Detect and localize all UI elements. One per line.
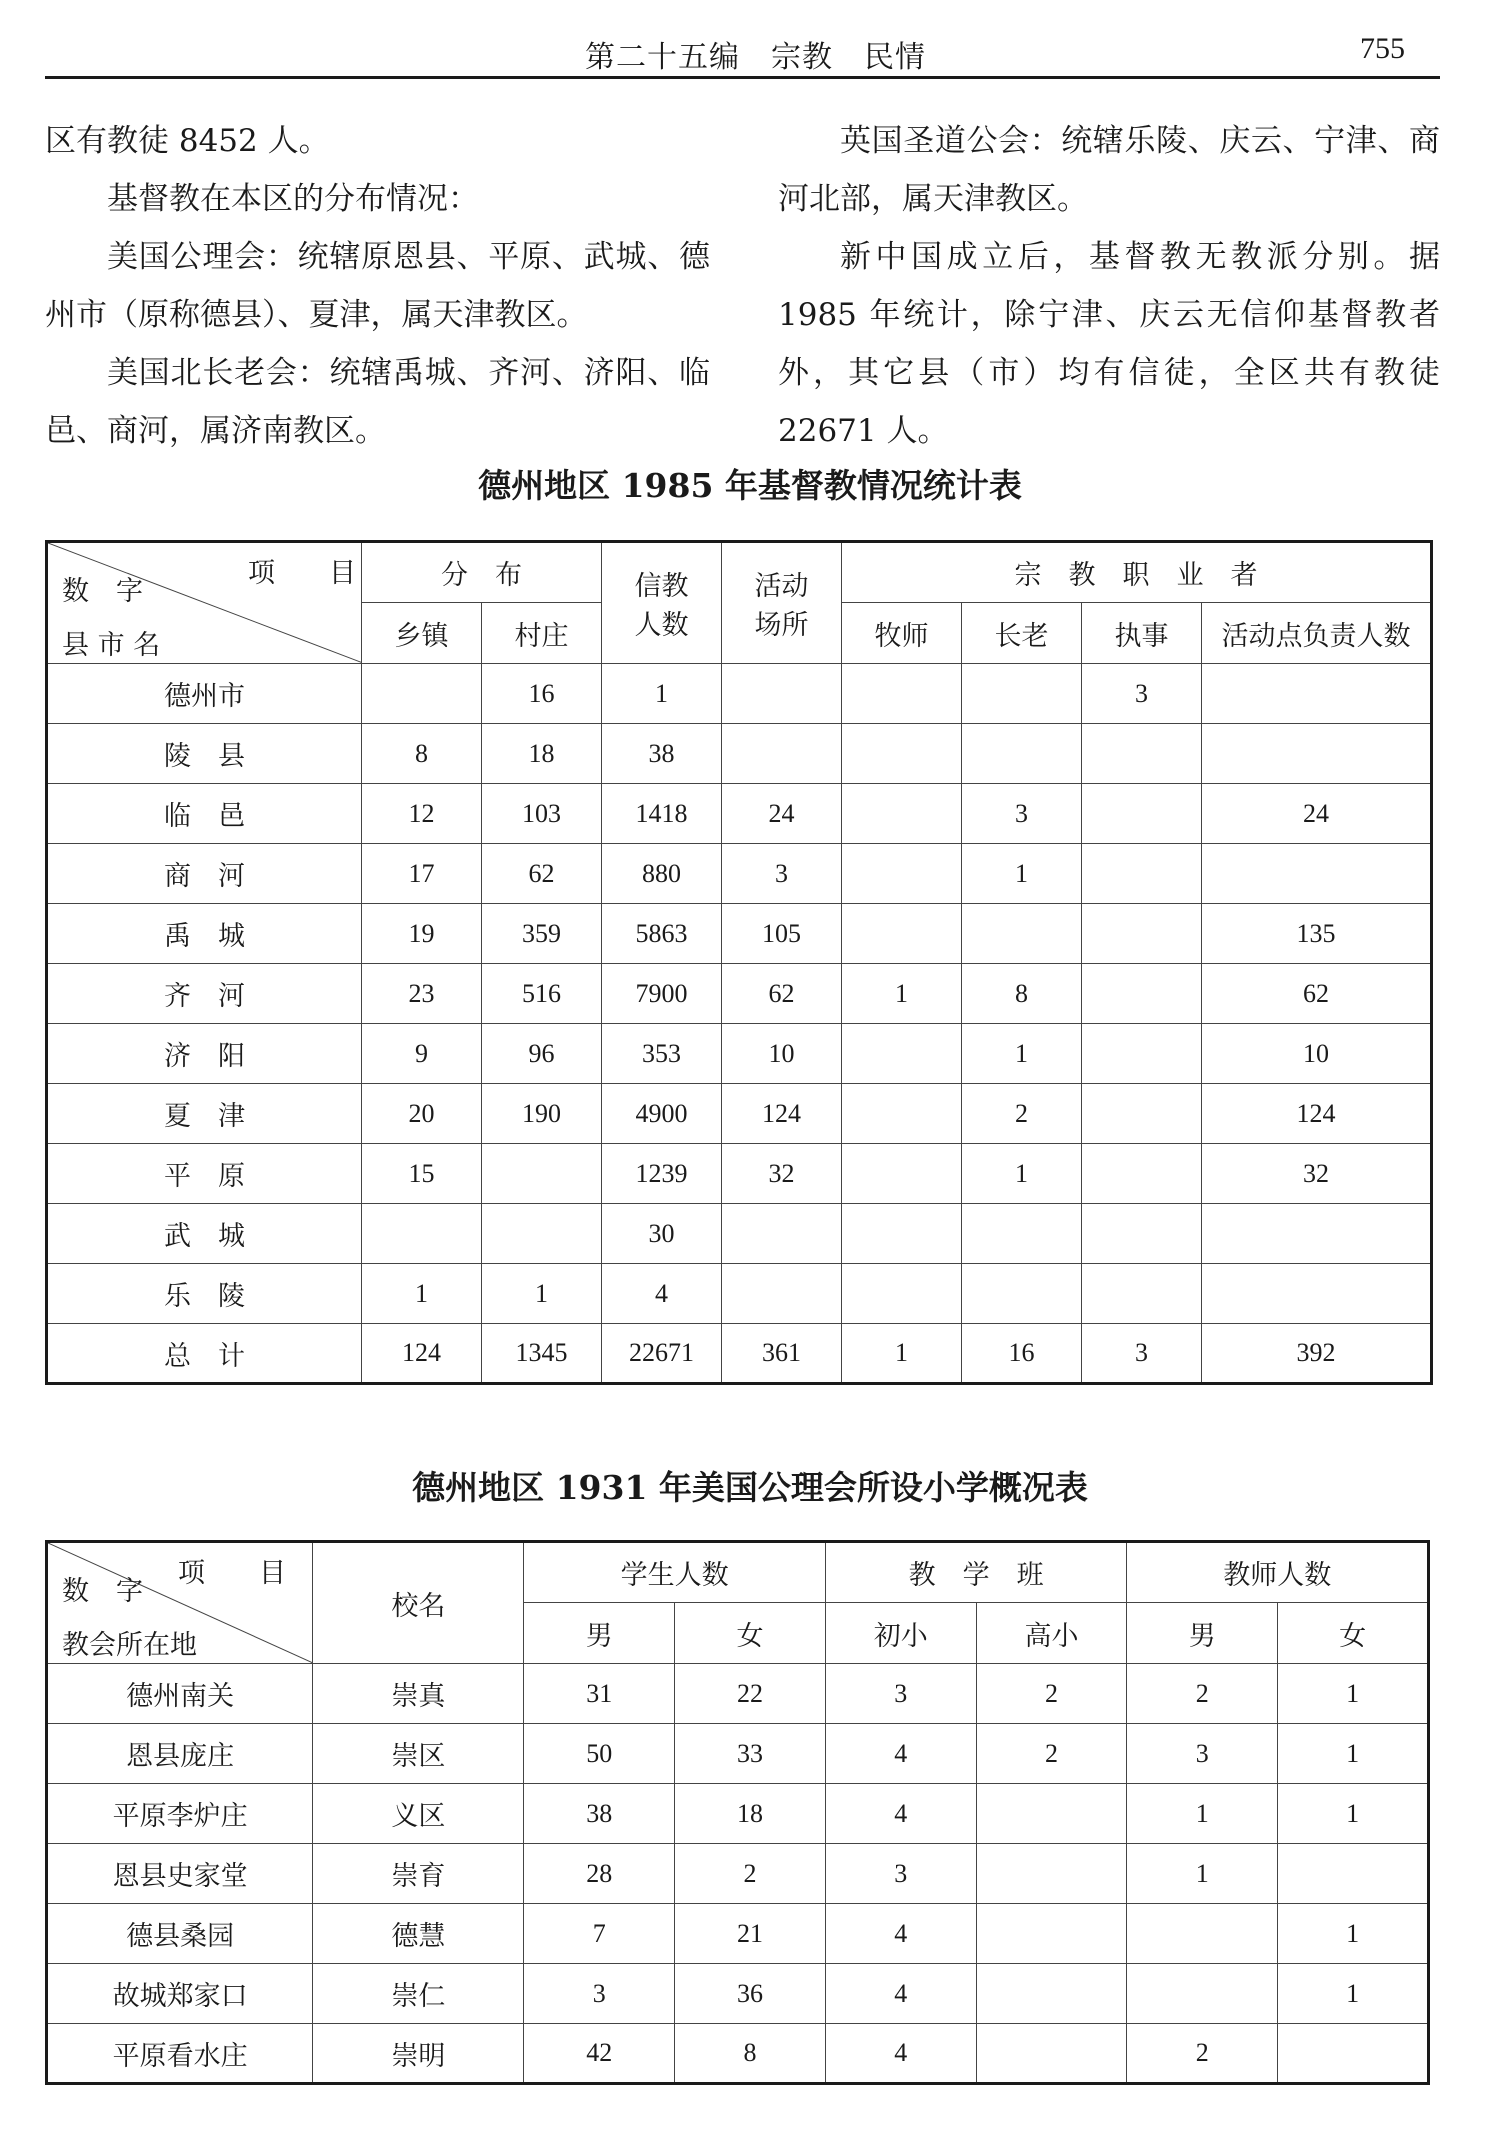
believers-cell: 4900: [602, 1084, 722, 1144]
believers-cell: 353: [602, 1024, 722, 1084]
students-female-cell: 2: [675, 1844, 826, 1904]
students-male-cell: 28: [524, 1844, 675, 1904]
header-rule: [45, 76, 1440, 79]
header-school-name: 校名: [313, 1542, 524, 1664]
table-row: [47, 1724, 1429, 1784]
pastor-cell: [842, 664, 962, 724]
upper-primary-cell: [976, 1964, 1127, 2024]
elder-cell: [962, 664, 1082, 724]
table2-caption: 德州地区 1931 年美国公理会所设小学概况表: [412, 1468, 1088, 1507]
location-cell: 恩县庞庄: [47, 1724, 313, 1784]
pastor-cell: [842, 1204, 962, 1264]
upper-primary-cell: [976, 2024, 1127, 2084]
believers-cell: 7900: [602, 964, 722, 1024]
pastor-cell: [842, 1264, 962, 1324]
corner-number-label: 数 字: [62, 576, 143, 607]
header-deacon: 执事: [1082, 603, 1202, 664]
county-name-cell: 商 河: [47, 844, 362, 904]
students-male-cell: 3: [524, 1964, 675, 2024]
elder-cell: [962, 1204, 1082, 1264]
students-male-cell: 7: [524, 1904, 675, 1964]
deacon-cell: [1082, 1084, 1202, 1144]
village-cell: 18: [482, 724, 602, 784]
page-header: [45, 28, 1440, 80]
township-cell: 12: [362, 784, 482, 844]
county-name-cell: 德州市: [47, 664, 362, 724]
township-cell: 124: [362, 1324, 482, 1384]
school-name-cell: 崇区: [313, 1724, 524, 1784]
table-row: [47, 1084, 1432, 1144]
group-distribution: 分 布: [362, 542, 602, 603]
elder-cell: 1: [962, 844, 1082, 904]
table-row: [47, 904, 1432, 964]
header-leaders: 活动点负责人数: [1202, 603, 1432, 664]
location-cell: 平原看水庄: [47, 2024, 313, 2084]
believers-cell: 22671: [602, 1324, 722, 1384]
believers-cell: 30: [602, 1204, 722, 1264]
village-cell: 359: [482, 904, 602, 964]
venues-cell: 62: [722, 964, 842, 1024]
header-lower-primary: 初小: [825, 1603, 976, 1664]
township-cell: [362, 664, 482, 724]
header-students-male: 男: [524, 1603, 675, 1664]
pastor-cell: [842, 904, 962, 964]
pastor-cell: [842, 1024, 962, 1084]
deacon-cell: [1082, 724, 1202, 784]
deacon-cell: [1082, 784, 1202, 844]
township-cell: 23: [362, 964, 482, 1024]
teachers-male-cell: [1127, 1904, 1278, 1964]
village-cell: 516: [482, 964, 602, 1024]
paragraph: 美国公理会：统辖原恩县、平原、武城、德州市（原称德县）、夏津，属天津教区。: [45, 239, 710, 333]
corner-number-label: 数 字: [62, 1576, 143, 1607]
deacon-cell: [1082, 844, 1202, 904]
students-female-cell: 21: [675, 1904, 826, 1964]
elder-cell: [962, 1264, 1082, 1324]
county-name-cell: 临 邑: [47, 784, 362, 844]
elder-cell: 1: [962, 1024, 1082, 1084]
village-cell: 190: [482, 1084, 602, 1144]
leaders-cell: 32: [1202, 1144, 1432, 1204]
deacon-cell: [1082, 964, 1202, 1024]
deacon-cell: [1082, 1024, 1202, 1084]
elder-cell: 16: [962, 1324, 1082, 1384]
venues-cell: 124: [722, 1084, 842, 1144]
teachers-male-cell: 2: [1127, 2024, 1278, 2084]
header-venues: 活动场所: [722, 542, 842, 664]
table-row: [47, 1664, 1429, 1724]
elder-cell: [962, 724, 1082, 784]
pastor-cell: [842, 784, 962, 844]
table-row: [47, 1024, 1432, 1084]
header-pastor: 牧师: [842, 603, 962, 664]
running-title: 第二十五编 宗教 民情: [585, 40, 926, 75]
leaders-cell: [1202, 844, 1432, 904]
pastor-cell: [842, 1144, 962, 1204]
group-students: 学生人数: [524, 1542, 826, 1603]
teachers-male-cell: 2: [1127, 1664, 1278, 1724]
corner-item-label: 项 目: [248, 558, 356, 589]
location-cell: 平原李炉庄: [47, 1784, 313, 1844]
upper-primary-cell: [976, 1844, 1127, 1904]
christianity-stats-table: [45, 540, 1433, 1385]
header-township: 乡镇: [362, 603, 482, 664]
township-cell: 1: [362, 1264, 482, 1324]
teachers-female-cell: 1: [1278, 1724, 1429, 1784]
elder-cell: 8: [962, 964, 1082, 1024]
school-name-cell: 崇育: [313, 1844, 524, 1904]
teachers-female-cell: [1278, 2024, 1429, 2084]
group-classes: 教 学 班: [825, 1542, 1127, 1603]
elder-cell: 1: [962, 1144, 1082, 1204]
village-cell: 62: [482, 844, 602, 904]
deacon-cell: [1082, 904, 1202, 964]
leaders-cell: [1202, 1264, 1432, 1324]
teachers-male-cell: [1127, 1964, 1278, 2024]
page-number: 755: [1360, 32, 1405, 65]
students-female-cell: 8: [675, 2024, 826, 2084]
students-male-cell: 50: [524, 1724, 675, 1784]
pastor-cell: [842, 724, 962, 784]
location-cell: 德州南关: [47, 1664, 313, 1724]
header-teachers-male: 男: [1127, 1603, 1278, 1664]
location-cell: 德县桑园: [47, 1904, 313, 1964]
township-cell: 20: [362, 1084, 482, 1144]
village-cell: 103: [482, 784, 602, 844]
leaders-cell: 124: [1202, 1084, 1432, 1144]
paragraph: 基督教在本区的分布情况：: [107, 181, 479, 217]
county-name-cell: 禹 城: [47, 904, 362, 964]
header-village: 村庄: [482, 603, 602, 664]
table-row: [47, 784, 1432, 844]
table-row: [47, 1324, 1432, 1384]
students-female-cell: 36: [675, 1964, 826, 2024]
pastor-cell: [842, 844, 962, 904]
location-cell: 恩县史家堂: [47, 1844, 313, 1904]
table-row: [47, 844, 1432, 904]
village-cell: [482, 1204, 602, 1264]
township-cell: 15: [362, 1144, 482, 1204]
village-cell: 1345: [482, 1324, 602, 1384]
deacon-cell: [1082, 1204, 1202, 1264]
upper-primary-cell: [976, 1904, 1127, 1964]
township-cell: 17: [362, 844, 482, 904]
table-row: [47, 1264, 1432, 1324]
corner-header: [47, 1542, 313, 1664]
village-cell: 96: [482, 1024, 602, 1084]
venues-cell: 105: [722, 904, 842, 964]
elder-cell: 3: [962, 784, 1082, 844]
table-row: [47, 1144, 1432, 1204]
primary-schools-table: [45, 1540, 1430, 2085]
county-name-cell: 总 计: [47, 1324, 362, 1384]
teachers-female-cell: 1: [1278, 1964, 1429, 2024]
school-name-cell: 德慧: [313, 1904, 524, 1964]
believers-cell: 1: [602, 664, 722, 724]
location-cell: 故城郑家口: [47, 1964, 313, 2024]
students-female-cell: 33: [675, 1724, 826, 1784]
group-teachers: 教师人数: [1127, 1542, 1429, 1603]
header-students-female: 女: [675, 1603, 826, 1664]
paragraph: 新中国成立后，基督教无教派分别。据 1985 年统计，除宁津、庆云无信仰基督教者外，其它县（市）均有信徒，全区共有教徒 22671 人。: [778, 239, 1440, 449]
lower-primary-cell: 4: [825, 1724, 976, 1784]
deacon-cell: [1082, 1264, 1202, 1324]
leaders-cell: 62: [1202, 964, 1432, 1024]
village-cell: [482, 1144, 602, 1204]
venues-cell: [722, 664, 842, 724]
teachers-female-cell: 1: [1278, 1904, 1429, 1964]
venues-cell: [722, 1204, 842, 1264]
venues-cell: 361: [722, 1324, 842, 1384]
venues-cell: 32: [722, 1144, 842, 1204]
table-row: [47, 724, 1432, 784]
lower-primary-cell: 3: [825, 1664, 976, 1724]
upper-primary-cell: [976, 1784, 1127, 1844]
venues-cell: [722, 724, 842, 784]
believers-cell: 1418: [602, 784, 722, 844]
teachers-male-cell: 1: [1127, 1784, 1278, 1844]
header-teachers-female: 女: [1278, 1603, 1429, 1664]
students-female-cell: 22: [675, 1664, 826, 1724]
leaders-cell: 135: [1202, 904, 1432, 964]
pastor-cell: 1: [842, 1324, 962, 1384]
deacon-cell: [1082, 1144, 1202, 1204]
county-name-cell: 陵 县: [47, 724, 362, 784]
table1-caption: 德州地区 1985 年基督教情况统计表: [478, 466, 1022, 505]
deacon-cell: 3: [1082, 1324, 1202, 1384]
venues-cell: [722, 1264, 842, 1324]
pastor-cell: 1: [842, 964, 962, 1024]
venues-cell: 10: [722, 1024, 842, 1084]
table-row: [47, 2024, 1429, 2084]
school-name-cell: 崇仁: [313, 1964, 524, 2024]
right-column: [778, 112, 1440, 460]
leaders-cell: [1202, 664, 1432, 724]
pastor-cell: [842, 1084, 962, 1144]
table-row: [47, 1784, 1429, 1844]
paragraph: 区有教徒 8452 人。: [45, 123, 330, 159]
county-name-cell: 平 原: [47, 1144, 362, 1204]
believers-cell: 5863: [602, 904, 722, 964]
group-clergy: 宗 教 职 业 者: [842, 542, 1432, 603]
leaders-cell: [1202, 1204, 1432, 1264]
corner-row-label: 教会所在地: [62, 1630, 197, 1661]
believers-cell: 880: [602, 844, 722, 904]
believers-cell: 38: [602, 724, 722, 784]
township-cell: 9: [362, 1024, 482, 1084]
county-name-cell: 齐 河: [47, 964, 362, 1024]
paragraph: 美国北长老会：统辖禹城、齐河、济阳、临邑、商河，属济南教区。: [45, 355, 710, 449]
teachers-female-cell: 1: [1278, 1664, 1429, 1724]
lower-primary-cell: 4: [825, 1784, 976, 1844]
header-upper-primary: 高小: [976, 1603, 1127, 1664]
header-believers: 信教人数: [602, 542, 722, 664]
students-female-cell: 18: [675, 1784, 826, 1844]
village-cell: 16: [482, 664, 602, 724]
leaders-cell: 10: [1202, 1024, 1432, 1084]
believers-cell: 1239: [602, 1144, 722, 1204]
elder-cell: 2: [962, 1084, 1082, 1144]
deacon-cell: 3: [1082, 664, 1202, 724]
table-row: [47, 1964, 1429, 2024]
header-elder: 长老: [962, 603, 1082, 664]
county-name-cell: 济 阳: [47, 1024, 362, 1084]
county-name-cell: 武 城: [47, 1204, 362, 1264]
teachers-female-cell: [1278, 1844, 1429, 1904]
village-cell: 1: [482, 1264, 602, 1324]
lower-primary-cell: 3: [825, 1844, 976, 1904]
leaders-cell: [1202, 724, 1432, 784]
table-row: [47, 1204, 1432, 1264]
elder-cell: [962, 904, 1082, 964]
lower-primary-cell: 4: [825, 1964, 976, 2024]
county-name-cell: 夏 津: [47, 1084, 362, 1144]
venues-cell: 3: [722, 844, 842, 904]
teachers-male-cell: 3: [1127, 1724, 1278, 1784]
corner-item-label: 项 目: [178, 1558, 286, 1589]
venues-cell: 24: [722, 784, 842, 844]
township-cell: 19: [362, 904, 482, 964]
lower-primary-cell: 4: [825, 1904, 976, 1964]
upper-primary-cell: 2: [976, 1724, 1127, 1784]
leaders-cell: 392: [1202, 1324, 1432, 1384]
paragraph: 英国圣道公会：统辖乐陵、庆云、宁津、商河北部，属天津教区。: [778, 123, 1440, 217]
table-row: [47, 1844, 1429, 1904]
students-male-cell: 38: [524, 1784, 675, 1844]
table-row: [47, 1904, 1429, 1964]
township-cell: 8: [362, 724, 482, 784]
school-name-cell: 崇真: [313, 1664, 524, 1724]
students-male-cell: 42: [524, 2024, 675, 2084]
school-name-cell: 义区: [313, 1784, 524, 1844]
upper-primary-cell: 2: [976, 1664, 1127, 1724]
table-row: [47, 964, 1432, 1024]
lower-primary-cell: 4: [825, 2024, 976, 2084]
table-row: [47, 664, 1432, 724]
left-column: [45, 112, 710, 460]
township-cell: [362, 1204, 482, 1264]
believers-cell: 4: [602, 1264, 722, 1324]
corner-header: [47, 542, 362, 664]
teachers-female-cell: 1: [1278, 1784, 1429, 1844]
school-name-cell: 崇明: [313, 2024, 524, 2084]
leaders-cell: 24: [1202, 784, 1432, 844]
corner-row-label: 县 市 名: [62, 630, 161, 661]
teachers-male-cell: 1: [1127, 1844, 1278, 1904]
county-name-cell: 乐 陵: [47, 1264, 362, 1324]
students-male-cell: 31: [524, 1664, 675, 1724]
